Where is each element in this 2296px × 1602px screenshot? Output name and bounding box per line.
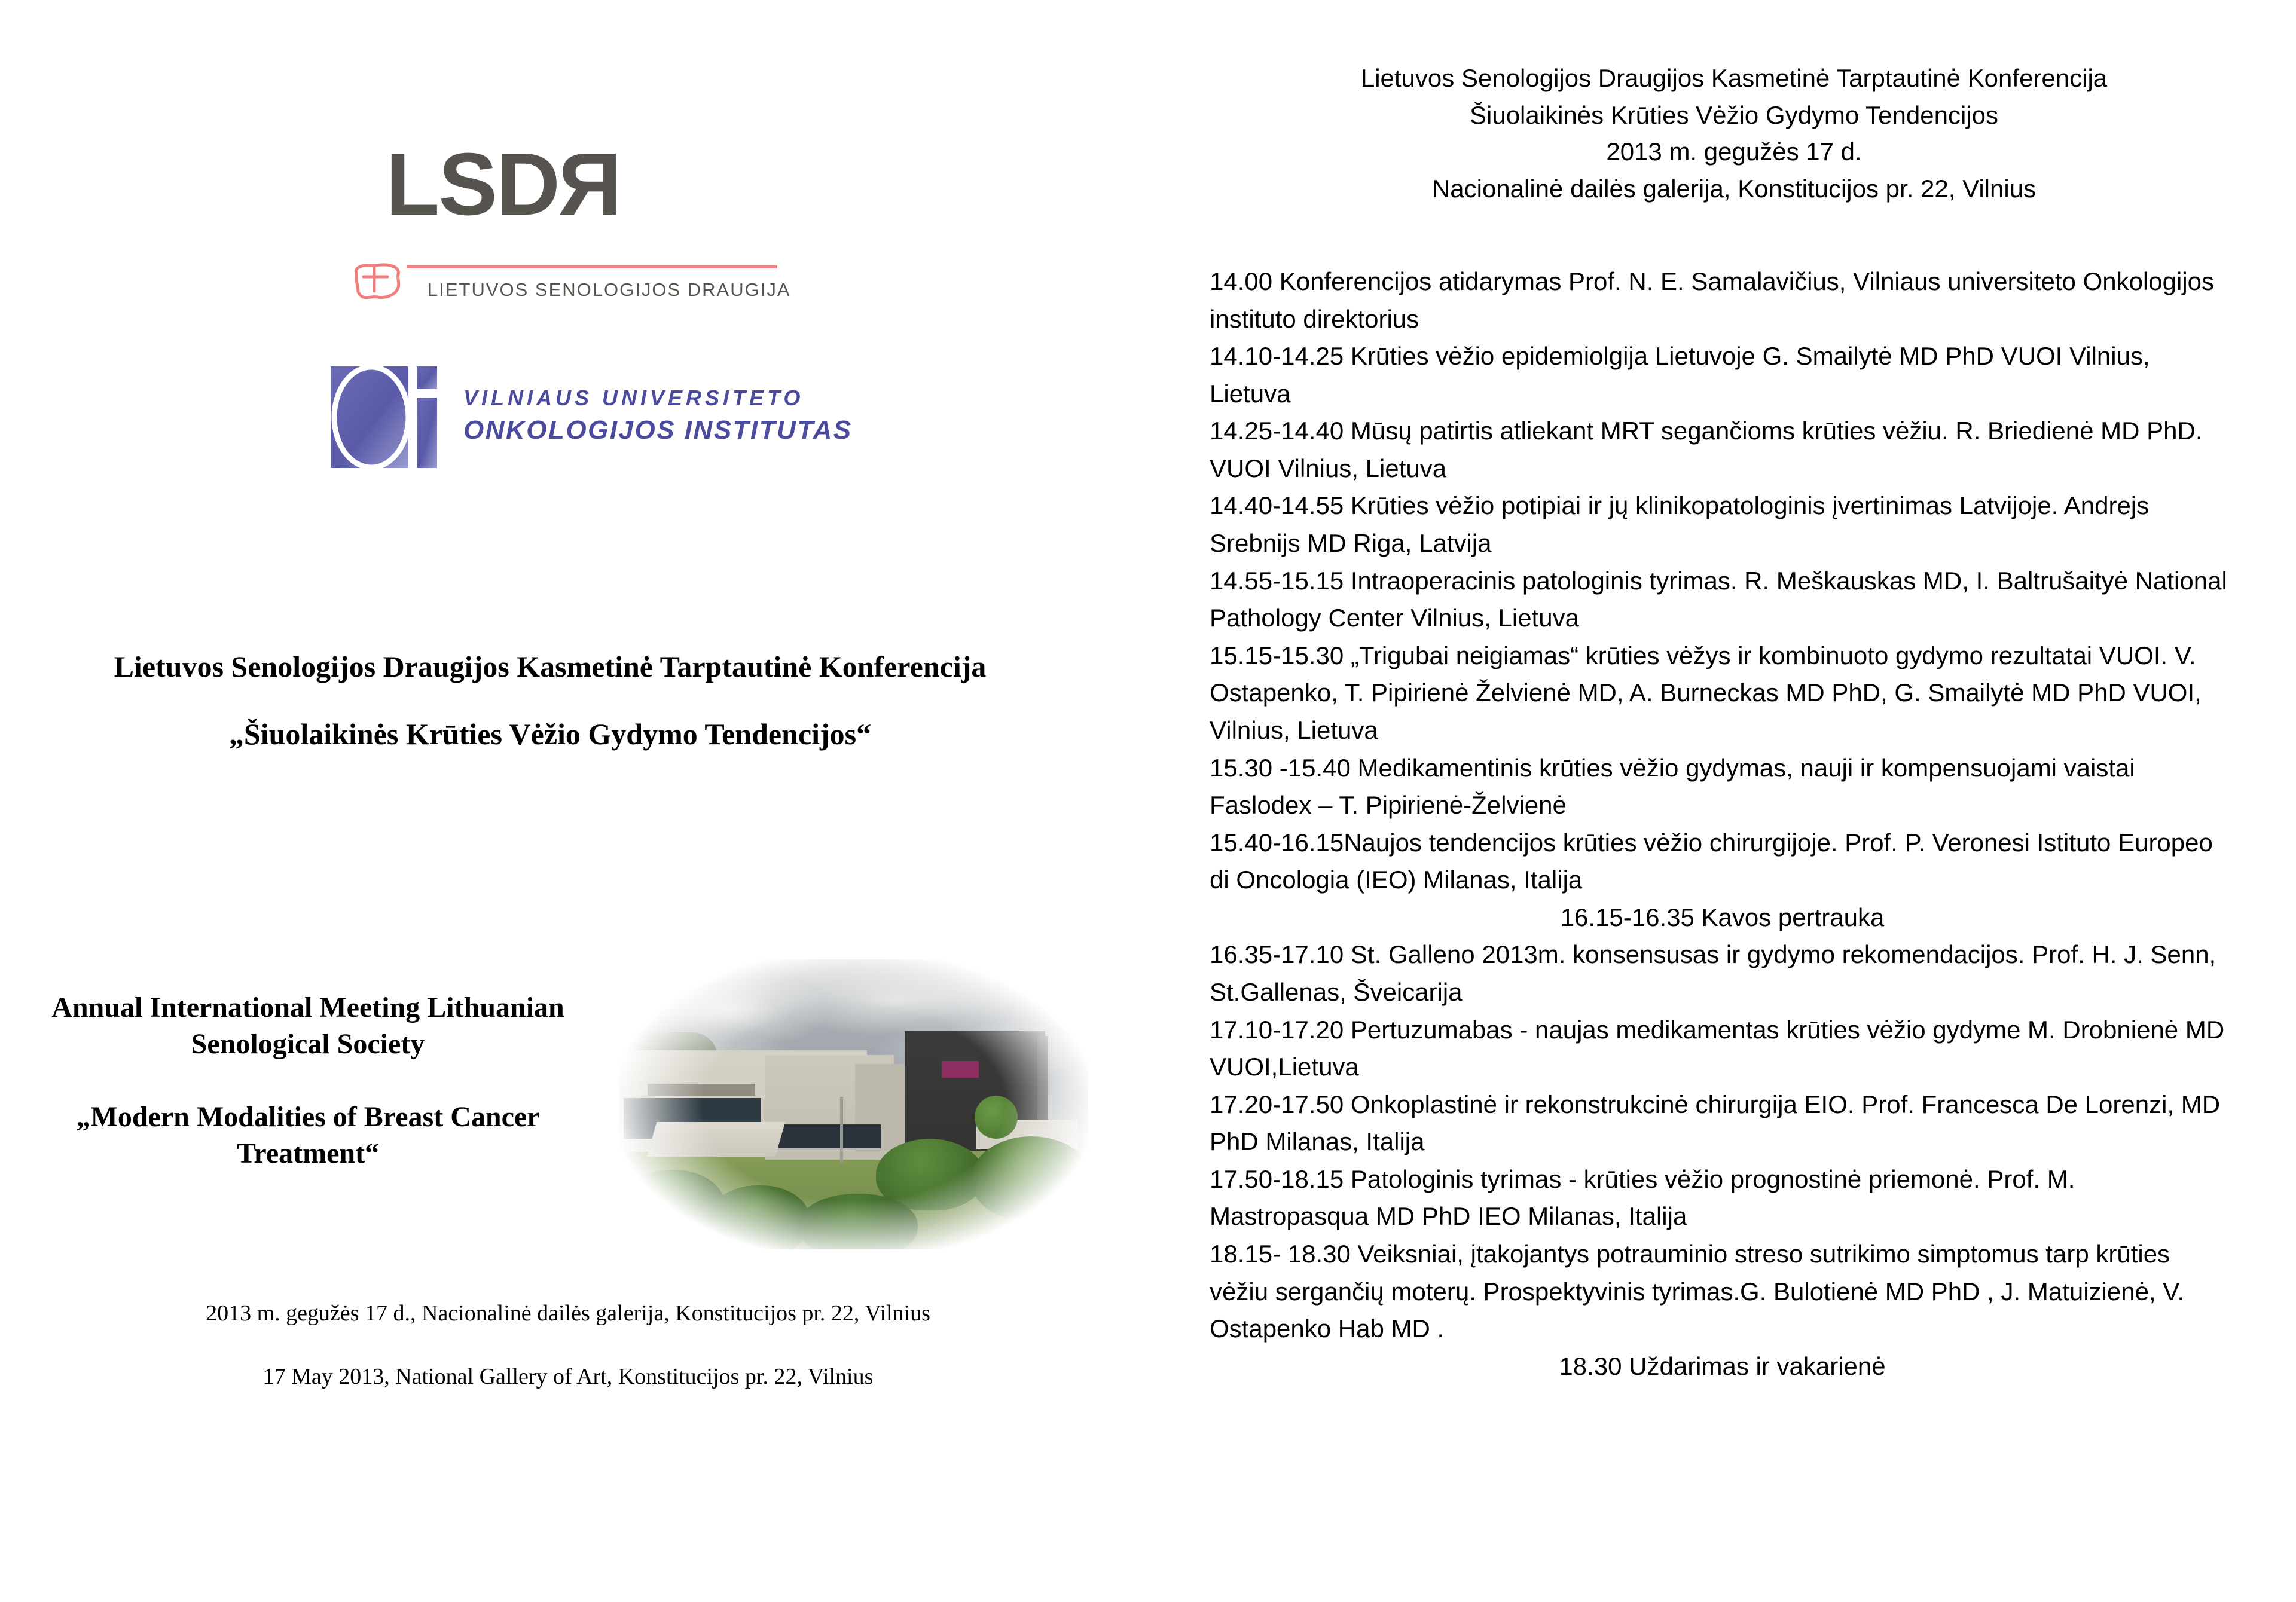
lsdr-divider-rule	[407, 265, 777, 268]
vuoi-line-university: VILNIAUS UNIVERSITETO	[463, 386, 804, 410]
photo-entrance-steps	[647, 1122, 786, 1157]
program-entry: 17.50-18.15 Patologinis tyrimas - krūties vėžio prognostinė priemonė. Prof. M. Mastropasqua MD PhD IEO Milanas, Italija	[1210, 1164, 2075, 1231]
lsdr-wordmark-text	[386, 135, 622, 234]
photo-exhibition-banner	[942, 1061, 979, 1078]
vuoi-logo	[326, 362, 853, 472]
date-venue-english: 17 May 2013, National Gallery of Art, Konstitucijos pr. 22, Vilnius	[262, 1364, 874, 1389]
program-header-line-2: Šiuolaikinės Krūties Vėžio Gydymo Tendencijos	[1469, 100, 1998, 129]
photo-glass-facade	[773, 1124, 881, 1148]
photo-tree	[972, 1136, 1088, 1220]
lithuanian-title-block	[72, 649, 1028, 753]
english-meeting-title: Annual International Meeting Lithuanian Senological Society	[51, 992, 564, 1060]
photo-lamp-post	[840, 1097, 843, 1163]
program-entry: 14.00 Konferencijos atidarymas Prof. N. E. Samalavičius, Vilniaus universiteto Onkologijos instituto direktorius	[1210, 267, 2215, 333]
program-entry: 14.55-15.15 Intraoperacinis patologinis tyrimas. R. Meškauskas MD, I. Baltrušaityė National Pathology Center Vilnius, Lietuva	[1210, 566, 2227, 632]
program-header-line-4: Nacionalinė dailės galerija, Konstitucijos pr. 22, Vilnius	[1431, 175, 2037, 203]
lsdr-logo	[335, 135, 791, 314]
program-header	[1208, 60, 2260, 207]
program-header-line-1: Lietuvos Senologijos Draugijos Kasmetinė Tarptautinė Konferencija	[1360, 64, 2108, 92]
program-entry: 18.30 Uždarimas ir vakarienė	[1559, 1352, 1886, 1380]
date-venue-lithuanian: 2013 m. gegužės 17 d., Nacionalinė dailės galerija, Konstitucijos pr. 22, Vilnius	[206, 1301, 930, 1326]
english-title-block	[45, 989, 571, 1172]
lsdr-wordmark-lsd: LSD	[386, 135, 559, 234]
lithuanian-conference-title: Lietuvos Senologijos Draugijos Kasmetinė Tarptautinė Konferencija	[114, 650, 987, 683]
photo-facade-sign	[648, 1084, 755, 1096]
program-entry: 18.15- 18.30 Veiksniai, įtakojantys potrauminio streso sutrikimo simptomus tarp krūties vėžiu sergančių moterų. Prospektyvinis tyrimas.G. Bulotienė MD PhD , J. Matuizienė, V. Ostapenko Hab MD .	[1210, 1240, 2185, 1343]
program-entry: 17.10-17.20 Pertuzumabas - naujas medikamentas krūties vėžio gydyme M. Drobnienė MD VUOI,Lietuva	[1210, 1015, 2225, 1081]
program-entry: 14.25-14.40 Mūsų patirtis atliekant MRT segančioms krūties vėžiu. R. Briedienė MD PhD. VUOI Vilnius, Lietuva	[1210, 417, 2203, 482]
program-entry: 14.40-14.55 Krūties vėžio potipiai ir jų klinikopatologinis įvertinimas Latvijoje. Andrejs Srebnijs MD Riga, Latvija	[1210, 491, 2150, 558]
vuoi-line-institute: ONKOLOGIJOS INSTITUTAS	[463, 415, 853, 445]
vuoi-oi-mark-icon	[326, 362, 445, 472]
english-meeting-subtitle: „Modern Modalities of Breast Cancer Treatment“	[76, 1100, 540, 1170]
venue-photo	[619, 959, 1088, 1249]
program-entry: 15.30 -15.40 Medikamentinis krūties vėžio gydymas, nauji ir kompensuojami vaistai Faslodex – T. Pipirienė-Želvienė	[1210, 753, 2135, 820]
program-entry: 16.15-16.35 Kavos pertrauka	[1560, 903, 1885, 931]
program-entry: 15.40-16.15Naujos tendencijos krūties vėžio chirurgijoje. Prof. P. Veronesi Istituto Europeo di Oncologia (IEO) Milanas, Italija	[1210, 828, 2213, 894]
lsdr-subtext: LIETUVOS SENOLOGIJOS DRAUGIJA	[428, 279, 791, 300]
program-entry: 15.15-15.30 „Trigubai neigiamas“ krūties vėžys ir kombinuoto gydymo rezultatai VUOI. V. Ostapenko, T. Pipirienė Želvienė MD, A. Burneckas MD PhD, G. Smailytė MD PhD VUOI, Vilnius, Lietuva	[1210, 641, 2202, 744]
lithuanian-conference-subtitle: „Šiuolaikinės Krūties Vėžio Gydymo Tendencijos“	[228, 717, 872, 751]
program-header-line-3: 2013 m. gegužės 17 d.	[1606, 137, 1862, 166]
photo-tree	[975, 1096, 1018, 1139]
program-entry: 16.35-17.10 St. Galleno 2013m. konsensusas ir gydymo rekomendacijos. Prof. H. J. Senn, St.Gallenas, Šveicarija	[1210, 940, 2216, 1006]
vuoi-text	[463, 386, 853, 445]
photo-tree	[709, 1185, 810, 1249]
program-entry: 17.20-17.50 Onkoplastinė ir rekonstrukcinė chirurgija EIO. Prof. Francesca De Lorenzi, MD PhD Milanas, Italija	[1210, 1090, 2221, 1156]
program-entry: 14.10-14.25 Krūties vėžio epidemiolgija Lietuvoje G. Smailytė MD PhD VUOI Vilnius, Lietuva	[1210, 342, 2150, 408]
lsdr-wordmark-mirrored-r: R	[559, 135, 622, 234]
photo-tree	[798, 1194, 918, 1249]
right-page	[1172, 0, 2296, 1602]
program-schedule-list	[1210, 263, 2235, 1385]
date-venue-block	[60, 1300, 1076, 1390]
